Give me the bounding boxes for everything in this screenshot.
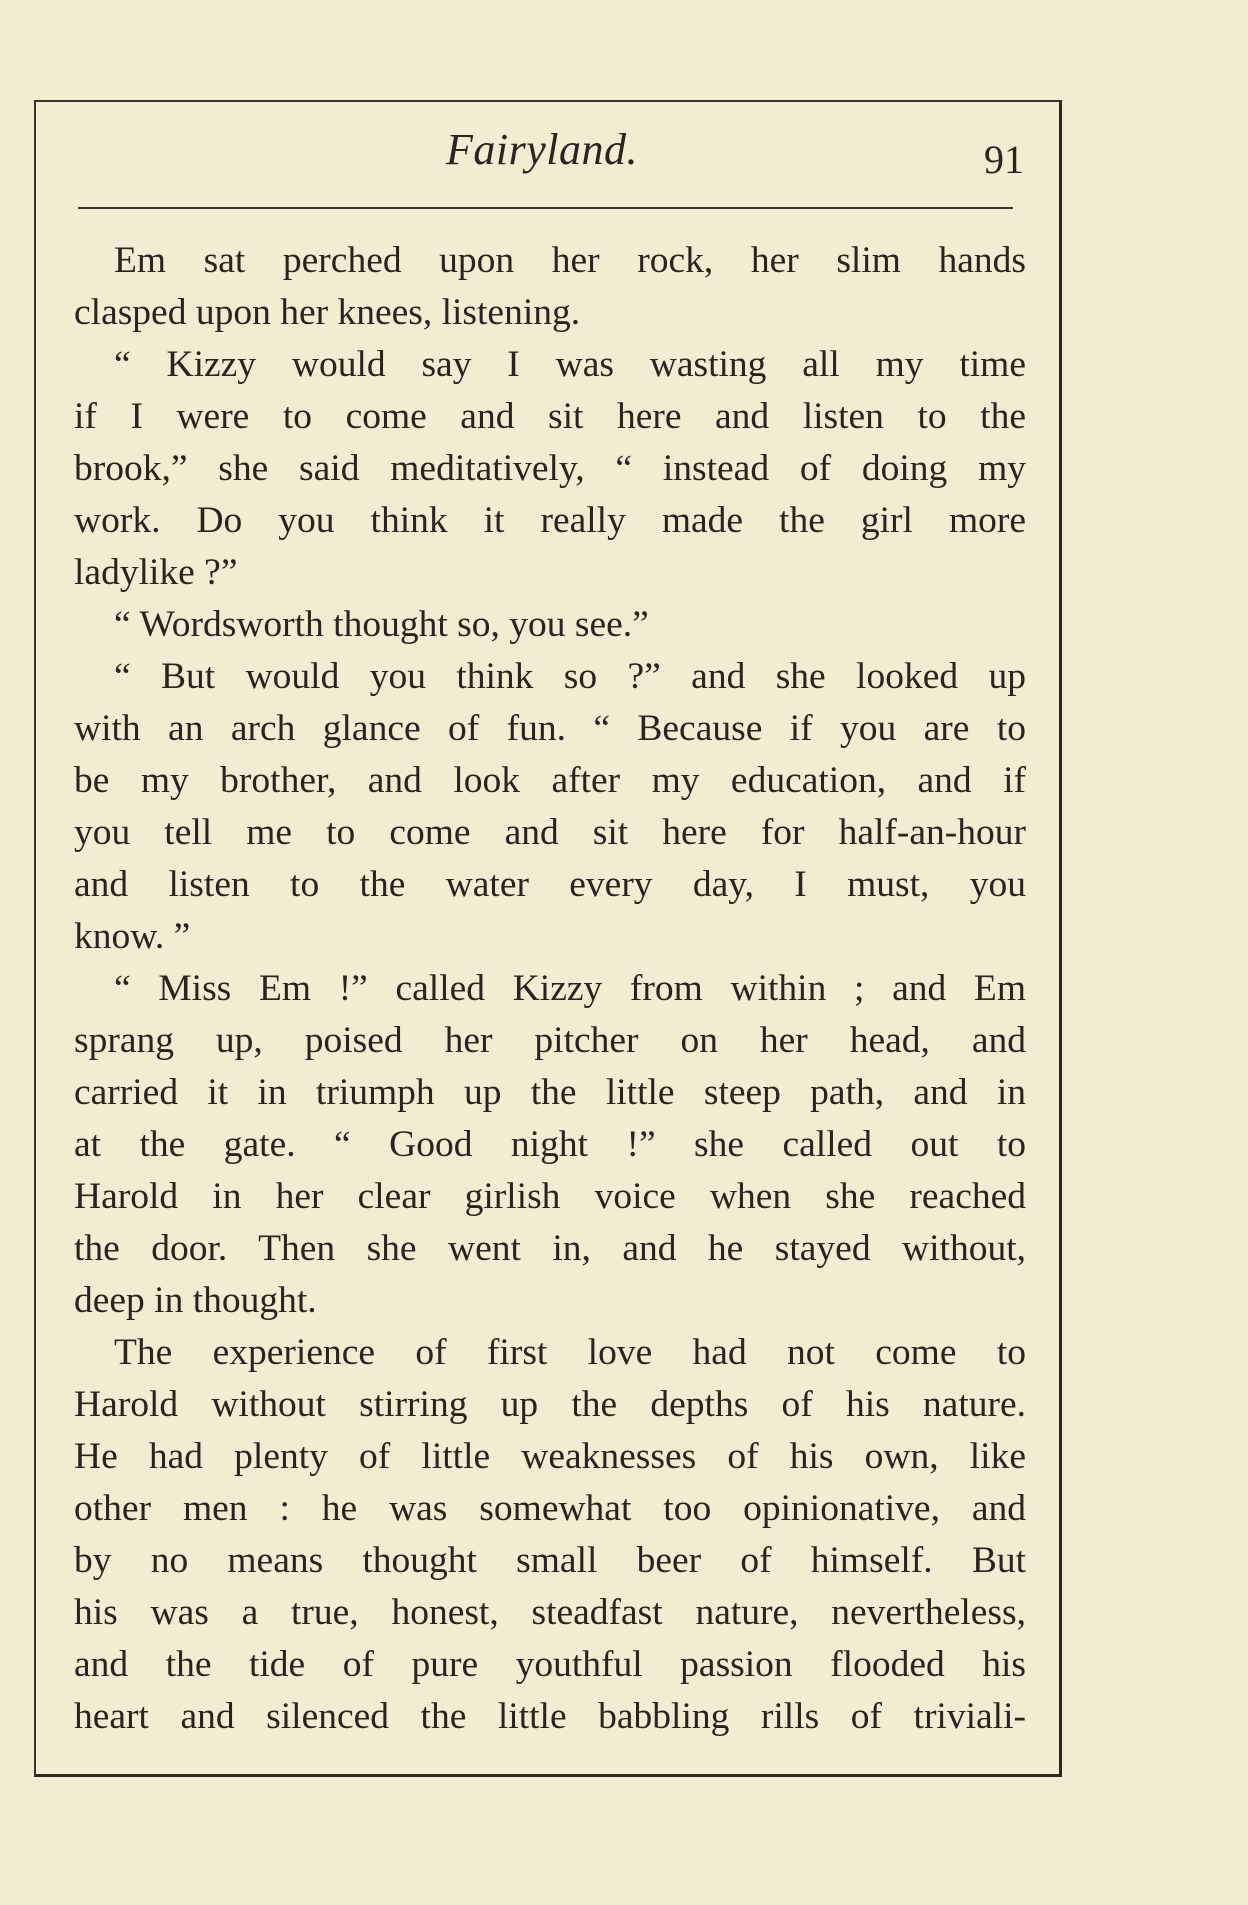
text-line: Harold in her clear girlish voice when she reached: [74, 1176, 1026, 1217]
text-line: if I were to come and sit here and listen to the: [74, 396, 1026, 437]
text-line: deep in thought.: [74, 1280, 317, 1321]
text-line: sprang up, poised her pitcher on her head, and: [74, 1020, 1026, 1061]
text-line: other men : he was somewhat too opinionative, and: [74, 1488, 1026, 1529]
text-line: “ But would you think so ?” and she looked up: [114, 656, 1026, 697]
text-line: Em sat perched upon her rock, her slim hands: [114, 240, 1026, 281]
body-text: [74, 235, 1026, 1743]
text-line: and listen to the water every day, I must, you: [74, 864, 1026, 905]
running-head: [36, 102, 1059, 212]
page-frame: [34, 100, 1062, 1777]
text-line: “ Miss Em !” called Kizzy from within ; and Em: [114, 968, 1026, 1009]
text-line: brook,” she said meditatively, “ instead of doing my: [74, 448, 1026, 489]
text-line: “ Kizzy would say I was wasting all my time: [114, 344, 1026, 385]
text-line: ladylike ?”: [74, 552, 238, 593]
running-title: Fairyland.: [446, 125, 638, 174]
text-line: The experience of first love had not come to: [114, 1332, 1026, 1373]
text-line: you tell me to come and sit here for half-an-hour: [74, 812, 1026, 853]
text-line: the door. Then she went in, and he stayed without,: [74, 1228, 1026, 1269]
text-line: clasped upon her knees, listening.: [74, 292, 581, 333]
text-line: know. ”: [74, 916, 191, 957]
text-line: work. Do you think it really made the girl more: [74, 500, 1026, 541]
text-line: carried it in triumph up the little steep path, and in: [74, 1072, 1026, 1113]
page-number: 91: [984, 137, 1024, 182]
text-line: his was a true, honest, steadfast nature, nevertheless,: [74, 1592, 1026, 1633]
text-line: be my brother, and look after my education, and if: [74, 760, 1026, 801]
text-line: by no means thought small beer of himself. But: [74, 1540, 1026, 1581]
text-line: “ Wordsworth thought so, you see.”: [114, 604, 649, 645]
text-line: He had plenty of little weaknesses of his own, like: [74, 1436, 1026, 1477]
text-line: with an arch glance of fun. “ Because if you are to: [74, 708, 1026, 749]
header-rule: [78, 207, 1013, 209]
text-line: heart and silenced the little babbling rills of triviali-: [74, 1696, 1026, 1737]
text-line: and the tide of pure youthful passion flooded his: [74, 1644, 1026, 1685]
text-line: at the gate. “ Good night !” she called out to: [74, 1124, 1026, 1165]
text-line: Harold without stirring up the depths of his nature.: [74, 1384, 1026, 1425]
